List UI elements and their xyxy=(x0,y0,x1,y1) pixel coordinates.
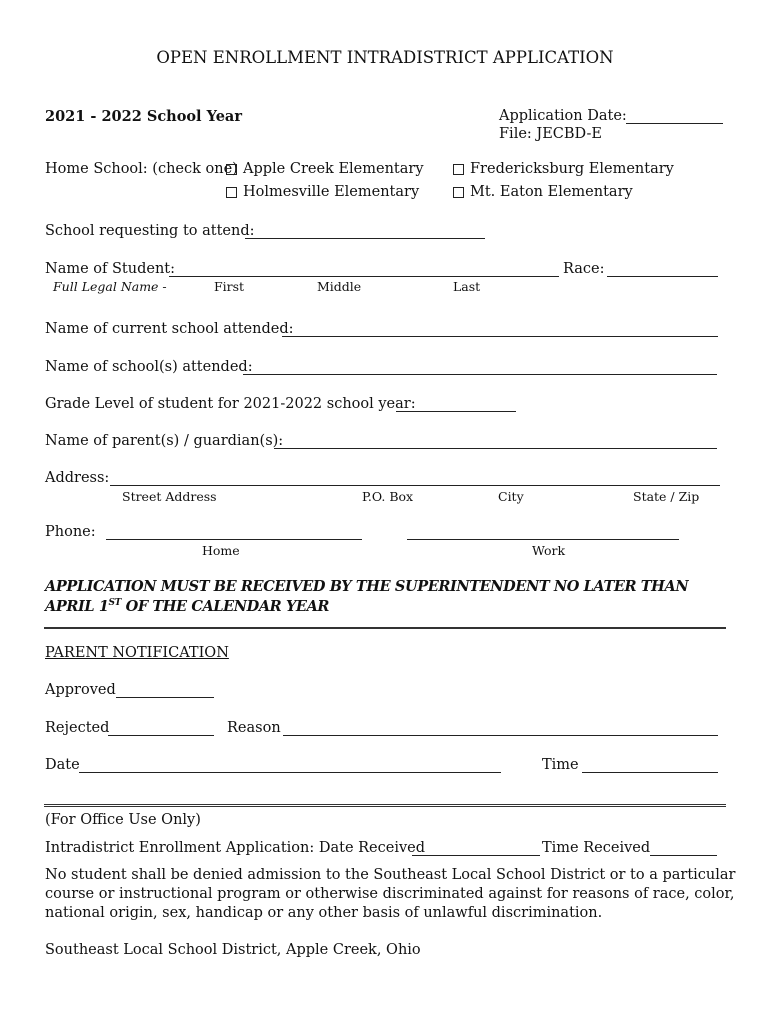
approved-field[interactable] xyxy=(116,697,214,698)
rejected-field[interactable] xyxy=(108,735,214,736)
date-received-label: Intradistrict Enrollment Application: Date Received xyxy=(45,840,426,856)
student-name-field[interactable] xyxy=(169,276,559,277)
time-field[interactable] xyxy=(582,772,718,773)
current-school-label: Name of current school attended: xyxy=(45,321,294,337)
address-label: Address: xyxy=(45,470,110,486)
deadline-line-2: APRIL 1ST OF THE CALENDAR YEAR xyxy=(45,598,330,615)
school-requesting-field[interactable] xyxy=(245,238,485,239)
office-divider xyxy=(44,804,726,807)
option-mt-eaton[interactable]: Mt. Eaton Elementary xyxy=(453,184,633,200)
date-field[interactable] xyxy=(79,772,501,773)
home-school-label: Home School: (check one) xyxy=(45,161,238,177)
rejected-label: Rejected xyxy=(45,720,110,736)
application-date-field[interactable] xyxy=(626,123,723,124)
grade-level-field[interactable] xyxy=(396,411,516,412)
form-title: OPEN ENROLLMENT INTRADISTRICT APPLICATION xyxy=(156,48,614,67)
last-caption: Last xyxy=(453,279,481,294)
application-date-label: Application Date: xyxy=(499,108,627,124)
school-year: 2021 - 2022 School Year xyxy=(45,108,242,125)
reason-label: Reason xyxy=(227,720,281,736)
office-use-heading: (For Office Use Only) xyxy=(45,812,201,828)
option-apple-creek[interactable]: Apple Creek Elementary xyxy=(226,161,424,177)
nondiscrimination-line-2: course or instructional program or otherwise discriminated against for reasons of race, color, xyxy=(45,886,735,902)
nondiscrimination-line-3: national origin, sex, handicap or any other basis of unlawful discrimination. xyxy=(45,905,603,921)
checkbox-icon[interactable] xyxy=(453,187,464,198)
first-caption: First xyxy=(214,279,245,294)
date-received-field[interactable] xyxy=(412,855,540,856)
full-legal-name-caption: Full Legal Name - xyxy=(53,279,167,294)
school-requesting-label: School requesting to attend: xyxy=(45,223,255,239)
approved-label: Approved xyxy=(45,682,116,698)
nondiscrimination-line-1: No student shall be denied admission to the Southeast Local School District or to a particular xyxy=(45,867,736,883)
file-code: File: JECBD-E xyxy=(499,126,602,142)
parent-notification-heading: PARENT NOTIFICATION xyxy=(45,645,229,661)
checkbox-icon[interactable] xyxy=(453,164,464,175)
time-received-field[interactable] xyxy=(650,855,717,856)
street-address-caption: Street Address xyxy=(122,489,217,504)
option-holmesville[interactable]: Holmesville Elementary xyxy=(226,184,419,200)
middle-caption: Middle xyxy=(317,279,362,294)
current-school-field[interactable] xyxy=(282,336,718,337)
home-phone-field[interactable] xyxy=(106,539,362,540)
work-phone-field[interactable] xyxy=(407,539,679,540)
district-footer: Southeast Local School District, Apple Creek, Ohio xyxy=(45,942,421,958)
phone-label: Phone: xyxy=(45,524,96,540)
section-divider xyxy=(44,627,726,629)
race-label: Race: xyxy=(563,261,605,277)
student-name-label: Name of Student: xyxy=(45,261,175,277)
address-field[interactable] xyxy=(110,485,720,486)
work-caption: Work xyxy=(532,543,566,558)
home-caption: Home xyxy=(202,543,240,558)
race-field[interactable] xyxy=(607,276,718,277)
reason-field[interactable] xyxy=(283,735,718,736)
checkbox-icon[interactable] xyxy=(226,187,237,198)
po-box-caption: P.O. Box xyxy=(362,489,414,504)
grade-level-label: Grade Level of student for 2021-2022 school year: xyxy=(45,396,416,412)
parent-guardian-label: Name of parent(s) / guardian(s): xyxy=(45,433,284,449)
schools-attended-field[interactable] xyxy=(243,374,717,375)
checkbox-icon[interactable] xyxy=(226,164,237,175)
date-label: Date xyxy=(45,757,80,773)
state-zip-caption: State / Zip xyxy=(633,489,700,504)
option-fredericksburg[interactable]: Fredericksburg Elementary xyxy=(453,161,674,177)
schools-attended-label: Name of school(s) attended: xyxy=(45,359,253,375)
city-caption: City xyxy=(498,489,524,504)
time-received-label: Time Received xyxy=(542,840,651,856)
time-label: Time xyxy=(542,757,579,773)
parent-guardian-field[interactable] xyxy=(274,448,717,449)
deadline-line-1: APPLICATION MUST BE RECEIVED BY THE SUPERINTENDENT NO LATER THAN xyxy=(45,578,689,595)
